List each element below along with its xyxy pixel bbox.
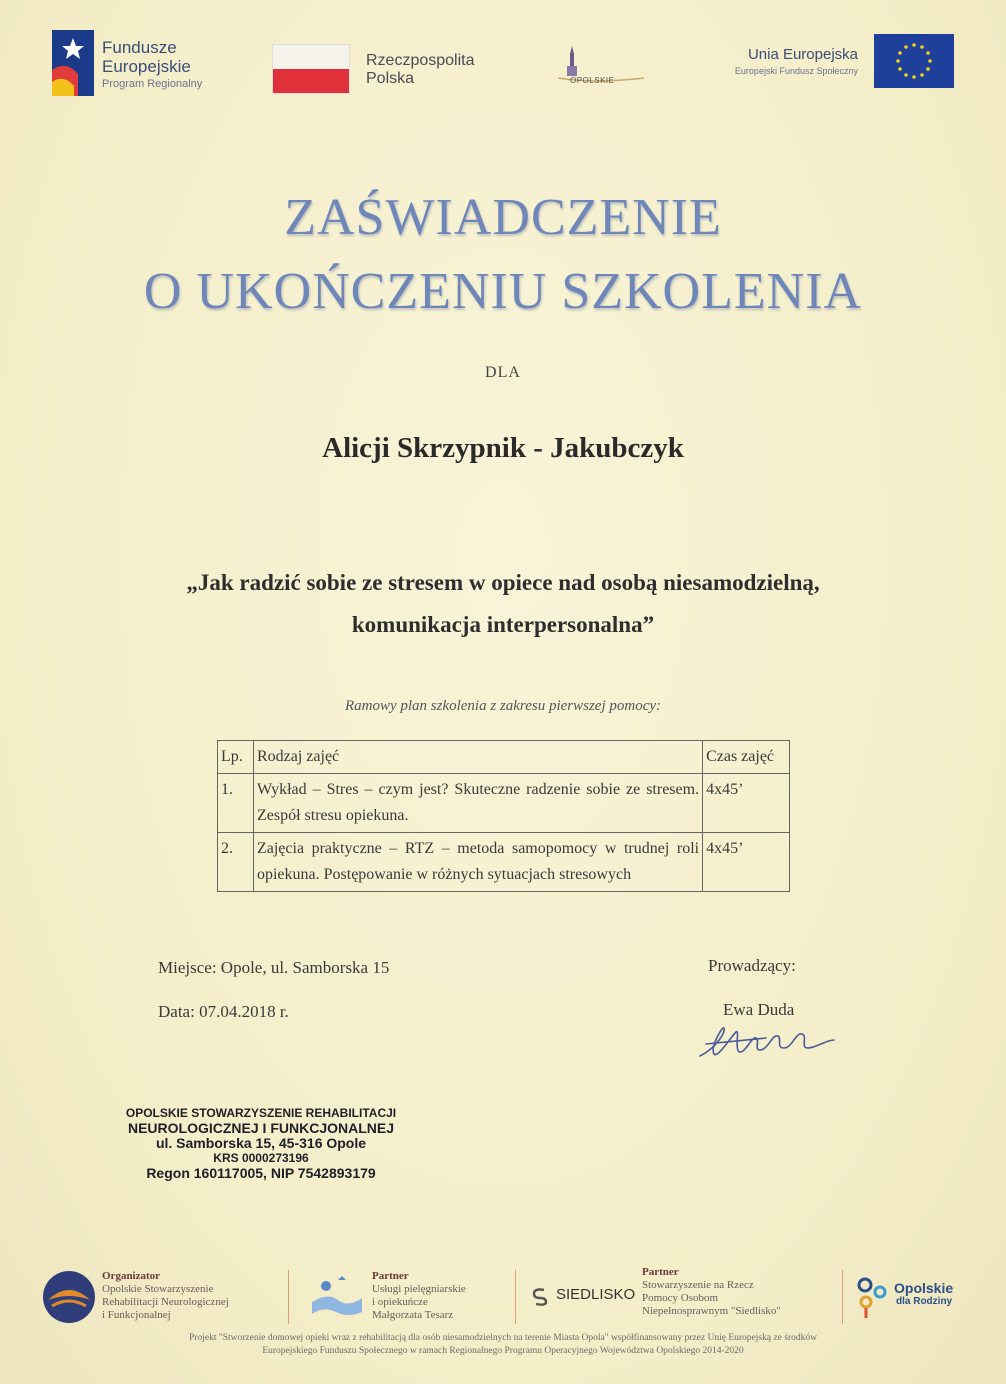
partner-divider [515,1270,516,1324]
table-row [218,833,790,892]
partner-siedlisko-text: Partner Stowarzyszenie na Rzecz Pomocy Osobom Niepełnosprawnym "Siedlisko" [642,1266,781,1317]
row-czas: 4x45’ [703,774,790,833]
siedlisko-logo-text: SIEDLISKO [556,1286,636,1303]
course-title-line1: „Jak radzić sobie ze stresem w opiece nad osobą niesamodzielną, [186,570,820,595]
table-header-row [218,741,790,774]
header-czas: Czas zajęć [703,741,790,774]
course-title [0,562,1006,646]
organization-stamp: OPOLSKIE STOWARZYSZENIE REHABILITACJI NEUROLOGICZNEJ I FUNKCJONALNEJ ul. Samborska 15, 45-316 Opole KRS 0000273196 Regon 160117005, NIP 7542893179 [125,1106,397,1181]
siedlisko-icon [530,1286,550,1308]
partner-divider [288,1270,289,1324]
table-row [218,774,790,833]
row-rodzaj: Wykład – Stres – czym jest? Skuteczne radzenie sobie ze stresem. Zespół stresu opiekuna. [253,774,702,833]
organizer-logo-icon [42,1270,96,1324]
opolskie-dla-rodziny-logo-icon [856,1276,890,1320]
polish-flag-icon [272,44,350,94]
place-text: Miejsce: Opole, ul. Samborska 15 [158,958,390,977]
organizer-text: Organizator Opolskie Stowarzyszenie Rehabilitacji Neurologicznej i Funkcjonalnej [102,1270,229,1321]
project-footer-note: Projekt "Stworzenie domowej opieki wraz z rehabilitacją dla osób niesamodzielnych na terenie Miasta Opola" współfinansowany przez Unię Europejską ze środków Europejskiego Funduszu Społecznego w ramach Regionalnego Programu Operacyjnego Województwa Opolskiego 2014-2020 [189,1333,817,1356]
rzeczpospolita-polska-text: Rzeczpospolita Polska [366,52,475,87]
course-title-line2: komunikacja interpersonalna” [351,612,655,637]
row-czas: 4x45’ [703,833,790,892]
opolskie-label: OPOLSKIE [570,76,615,85]
row-rodzaj: Zajęcia praktyczne – RTZ – metoda samopomocy w trudnej roli opiekuna. Postępowanie w różnych sytuacjach stresowych [253,833,702,892]
row-lp: 2. [218,833,254,892]
instructor-name: Ewa Duda [723,1000,795,1019]
date-text: Data: 07.04.2018 r. [158,1002,289,1021]
header-lp: Lp. [218,741,254,774]
fundusze-europejskie-logo-icon [52,30,94,96]
training-plan-table [217,740,790,892]
recipient-name: Alicji Skrzypnik - Jakubczyk [322,432,684,464]
partner-divider [842,1270,843,1324]
fundusze-europejskie-text: Fundusze Europejskie Program Regionalny [102,38,203,91]
partner-nursing-text: Partner Usługi pielęgniarskie i opiekuńcze Małgorzata Tesarz [372,1270,466,1321]
instructor-label: Prowadzący: [708,956,796,975]
header-rodzaj: Rodzaj zajęć [253,741,702,774]
nursing-services-logo-icon [308,1272,366,1322]
dla-label: DLA [485,364,521,381]
certificate-title-line2: O UKOŃCZENIU SZKOLENIA [143,263,863,320]
eu-text: Unia Europejska Europejski Fundusz Społeczny [734,46,858,76]
eu-flag-icon [874,34,954,88]
plan-caption: Ramowy plan szkolenia z zakresu pierwszej pomocy: [344,698,662,714]
certificate-title-line1: ZAŚWIADCZENIE [284,189,722,246]
signature-icon [696,1018,846,1064]
row-lp: 1. [218,774,254,833]
opolskie-dla-rodziny-text: Opolskie dla Rodziny [894,1280,954,1307]
